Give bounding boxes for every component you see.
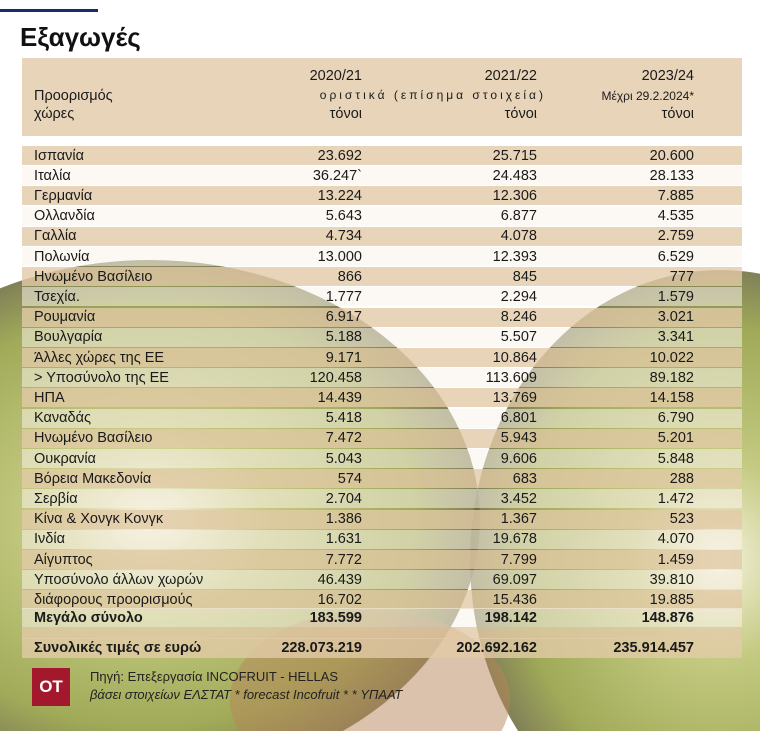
grand-total-row [22,608,742,627]
value-2020-21: 574 [337,470,362,487]
grand-total-2023-24: 148.876 [641,609,694,626]
header-2020-21-unit: τόνοι [329,106,362,122]
table-row [22,328,742,347]
source-line-1: Πηγή: Επεξεργασία INCOFRUIT - HELLAS [90,669,339,684]
value-2021-22: 6.877 [500,208,537,225]
value-2020-21: 1.386 [325,511,362,528]
country-name: Ηνωμένο Βασίλειο [34,268,153,285]
country-name: Ισπανία [34,147,85,164]
table-row [22,348,742,367]
header-2023-24-unit: τόνοι [661,106,694,122]
value-2020-21: 7.472 [325,430,362,447]
value-2021-22: 19.678 [492,531,537,548]
country-name: > Υποσύνολο της ΕΕ [34,369,169,386]
value-2020-21: 23.692 [317,147,362,164]
table-row [22,207,742,226]
value-2020-21: 5.418 [325,410,362,427]
value-2021-22: 24.483 [492,167,537,184]
value-total-row [22,638,742,658]
value-2023-24: 3.021 [657,309,694,326]
value-2023-24: 4.070 [657,531,694,548]
table-row [22,247,742,266]
value-total-2021-22: 202.692.162 [456,640,537,656]
value-2021-22: 69.097 [492,571,537,588]
table-row [22,510,742,529]
value-2021-22: 15.436 [492,591,537,608]
value-2021-22: 12.306 [492,187,537,204]
value-2021-22: 8.246 [500,309,537,326]
value-2021-22: 845 [512,268,537,285]
table-row [22,267,742,286]
country-name: Σερβία [34,490,78,507]
header-2021-22: 2021/22 [484,68,537,84]
source-footer [32,668,402,706]
value-2021-22: 10.864 [492,349,537,366]
value-2020-21: 5.188 [325,329,362,346]
value-total-label: Συνολικές τιμές σε ευρώ [34,640,202,656]
header-2021-22-unit: τόνοι [504,106,537,122]
grand-total-2020-21: 183.599 [309,609,362,626]
page-title: Εξαγωγές [20,22,141,52]
value-2021-22: 4.078 [500,228,537,245]
value-2020-21: 46.439 [317,571,362,588]
table-row [22,227,742,246]
table-row [22,388,742,407]
value-2023-24: 777 [669,268,694,285]
value-2020-21: 14.439 [317,389,362,406]
grand-total-label: Μεγάλο σύνολο [34,609,143,626]
country-name: Αίγυπτος [34,551,93,568]
country-name: Τσεχία. [34,288,80,305]
value-2023-24: 20.600 [649,147,694,164]
value-2020-21: 5.643 [325,208,362,225]
table-row [22,489,742,508]
header-spacer [22,126,742,136]
source-line-2: βάσει στοιχείων ΕΛΣΤΑΤ * forecast Incofruit * * ΥΠΑΑΤ [90,687,403,702]
value-2023-24: 2.759 [657,228,694,245]
value-2023-24: 5.201 [657,430,694,447]
value-2023-24: 288 [669,470,694,487]
value-2020-21: 120.458 [309,369,362,386]
table-row [22,368,742,387]
value-2023-24: 5.848 [657,450,694,467]
table-row [22,166,742,185]
table-row [22,287,742,306]
value-2021-22: 7.799 [500,551,537,568]
value-2020-21: 9.171 [325,349,362,366]
country-name: Ινδία [34,531,65,548]
table-row [22,409,742,428]
table-row [22,570,742,589]
value-total-2020-21: 228.073.219 [281,640,362,656]
value-2021-22: 1.367 [500,511,537,528]
grand-total-2021-22: 198.142 [484,609,537,626]
ot-logo: OT [32,668,70,706]
value-2021-22: 12.393 [492,248,537,265]
value-2020-21: 13.000 [317,248,362,265]
header-2023-24: 2023/24 [641,68,694,84]
value-2023-24: 1.472 [657,490,694,507]
value-2023-24: 7.885 [657,187,694,204]
country-name: Άλλες χώρες της ΕΕ [34,349,165,366]
header-2020-21: 2020/21 [309,68,362,84]
country-name: Ολλανδία [34,208,95,225]
value-2020-21: 7.772 [325,551,362,568]
value-2021-22: 6.801 [500,410,537,427]
value-2023-24: 1.459 [657,551,694,568]
country-name: Υποσύνολο άλλων χωρών [34,571,204,588]
country-name: Καναδάς [34,410,91,427]
country-name: Πολωνία [34,248,90,265]
country-name: Ηνωμένο Βασίλειο [34,430,153,447]
value-2021-22: 113.609 [485,369,537,386]
value-2020-21: 5.043 [325,450,362,467]
header-2020-21-note: οριστικά (επίσημα στοιχεία) [319,88,546,102]
value-2023-24: 6.790 [657,410,694,427]
exports-table [22,58,742,658]
table-row [22,449,742,468]
value-2020-21: 1.777 [325,288,362,305]
value-2023-24: 89.182 [649,369,694,386]
value-2021-22: 5.943 [500,430,537,447]
country-name: διάφορους προορισμούς [34,591,193,608]
value-2020-21: 866 [337,268,362,285]
country-name: Ρουμανία [34,309,96,326]
value-2021-22: 2.294 [500,288,537,305]
table-row [22,590,742,609]
value-total-2023-24: 235.914.457 [613,640,694,656]
country-name: Ιταλία [34,167,71,184]
value-2023-24: 39.810 [649,571,694,588]
table-row [22,146,742,165]
value-2023-24: 14.158 [649,389,694,406]
value-2021-22: 13.769 [492,389,537,406]
country-name: ΗΠΑ [34,389,65,406]
value-2020-21: 4.734 [325,228,362,245]
value-2020-21: 16.702 [317,591,362,608]
table-header [22,58,742,126]
country-name: Γερμανία [34,187,93,204]
header-2023-24-note: Μέχρι 29.2.2024* [601,89,694,103]
value-2023-24: 19.885 [649,591,694,608]
header-destination: Προορισμός [34,88,113,104]
value-2021-22: 9.606 [500,450,537,467]
country-name: Κίνα & Χονγκ Κονγκ [34,511,164,528]
value-2023-24: 523 [669,511,694,528]
value-2020-21: 6.917 [325,309,362,326]
value-2021-22: 683 [512,470,537,487]
country-name: Γαλλία [34,228,77,245]
value-2020-21: 2.704 [325,490,362,507]
table-row [22,550,742,569]
table-row [22,308,742,327]
header-countries: χώρες [34,106,75,122]
value-2023-24: 28.133 [649,167,694,184]
value-2020-21: 36.247` [312,167,362,184]
value-2023-24: 1.579 [657,288,694,305]
table-row [22,530,742,549]
table-row [22,429,742,448]
table-row [22,186,742,205]
value-2023-24: 4.535 [657,208,694,225]
country-name: Βόρεια Μακεδονία [34,470,152,487]
value-2023-24: 6.529 [657,248,694,265]
value-2021-22: 5.507 [500,329,537,346]
country-name: Ουκρανία [34,450,96,467]
country-name: Βουλγαρία [34,329,103,346]
value-2021-22: 3.452 [500,490,537,507]
table-row [22,469,742,488]
value-2021-22: 25.715 [492,147,537,164]
value-2023-24: 10.022 [649,349,694,366]
value-2023-24: 3.341 [657,329,694,346]
value-2020-21: 1.631 [325,531,362,548]
value-2020-21: 13.224 [317,187,362,204]
